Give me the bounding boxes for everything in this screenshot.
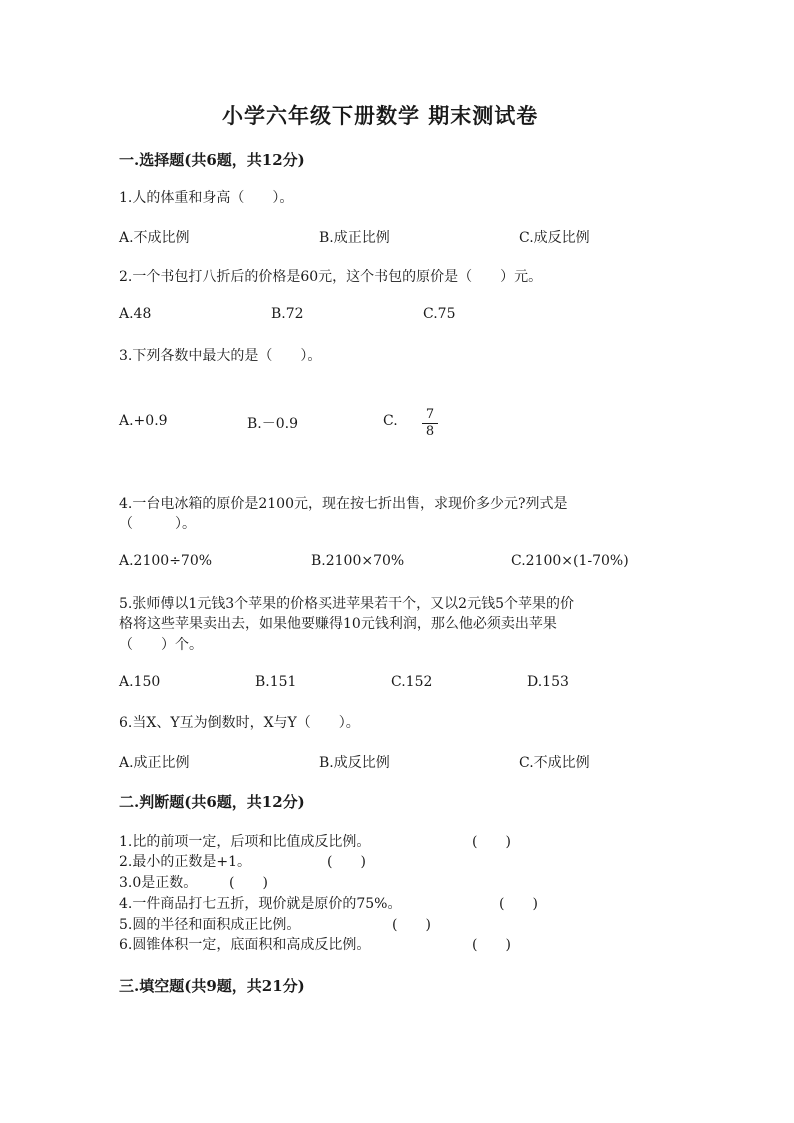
question-2-option-b: B.72 bbox=[271, 306, 304, 322]
tf-item-5-text: 5.圆的半径和面积成正比例。 bbox=[119, 917, 301, 933]
question-3-option-a: A.+0.9 bbox=[119, 413, 168, 429]
question-6-option-a: A.成正比例 bbox=[119, 755, 190, 771]
question-4-option-b: B.2100×70% bbox=[311, 553, 405, 569]
question-4-stem-line2: （ ）。 bbox=[119, 516, 196, 532]
question-5-option-c: C.152 bbox=[391, 674, 433, 690]
question-6-option-b: B.成反比例 bbox=[319, 755, 390, 771]
question-1-option-a: A.不成比例 bbox=[119, 230, 190, 246]
question-5-option-a: A.150 bbox=[119, 674, 161, 690]
tf-item-4-bracket: ( ) bbox=[499, 896, 538, 912]
question-1-option-b: B.成正比例 bbox=[319, 230, 390, 246]
question-5-stem-line3: （ ）个。 bbox=[119, 637, 203, 653]
question-3-stem: 3.下列各数中最大的是（ ）。 bbox=[119, 348, 322, 364]
section-heading-true-false: 二.判断题(共6题，共12分) bbox=[119, 793, 305, 811]
question-5-stem-line2: 格将这些苹果卖出去，如果他要赚得10元钱利润，那么他必须卖出苹果 bbox=[119, 616, 557, 632]
question-1-stem: 1.人的体重和身高（ ）。 bbox=[119, 190, 294, 206]
question-4-option-c: C.2100×(1-70%) bbox=[511, 553, 629, 569]
question-4-stem-line1: 4.一台电冰箱的原价是2100元，现在按七折出售，求现价多少元?列式是 bbox=[119, 496, 568, 512]
section-heading-choice: 一.选择题(共6题，共12分) bbox=[119, 151, 305, 169]
tf-item-1-text: 1.比的前项一定，后项和比值成反比例。 bbox=[119, 834, 371, 850]
tf-item-4-text: 4.一件商品打七五折，现价就是原价的75%。 bbox=[119, 896, 402, 912]
tf-item-6-text: 6.圆锥体积一定，底面积和高成反比例。 bbox=[119, 937, 371, 953]
question-2-option-a: A.48 bbox=[119, 306, 152, 322]
question-6-stem: 6.当X、Y互为倒数时，X与Y（ ）。 bbox=[119, 715, 360, 731]
tf-item-1-bracket: ( ) bbox=[472, 834, 511, 850]
tf-item-3-bracket: ( ) bbox=[229, 875, 268, 891]
tf-item-2-bracket: ( ) bbox=[327, 854, 366, 870]
fraction-numerator: 7 bbox=[425, 407, 435, 422]
question-6-option-c: C.不成比例 bbox=[519, 755, 590, 771]
question-3-option-b: B.－0.9 bbox=[247, 416, 299, 432]
question-5-option-b: B.151 bbox=[255, 674, 297, 690]
tf-item-3-text: 3.0是正数。 bbox=[119, 875, 198, 891]
question-5-option-d: D.153 bbox=[527, 674, 569, 690]
question-4-option-a: A.2100÷70% bbox=[119, 553, 213, 569]
tf-item-6-bracket: ( ) bbox=[472, 937, 511, 953]
question-5-stem-line1: 5.张师傅以1元钱3个苹果的价格买进苹果若干个，又以2元钱5个苹果的价 bbox=[119, 596, 574, 612]
question-3-fraction bbox=[422, 408, 438, 439]
question-3-option-c: C. bbox=[383, 413, 398, 429]
tf-item-5-bracket: ( ) bbox=[392, 917, 431, 933]
question-2-option-c: C.75 bbox=[423, 306, 456, 322]
fraction-denominator: 8 bbox=[425, 424, 435, 439]
question-1-option-c: C.成反比例 bbox=[519, 230, 590, 246]
page-title: 小学六年级下册数学 期末测试卷 bbox=[222, 103, 539, 128]
tf-item-2-text: 2.最小的正数是+1。 bbox=[119, 854, 251, 870]
question-2-stem: 2.一个书包打八折后的价格是60元，这个书包的原价是（ ）元。 bbox=[119, 269, 543, 285]
section-heading-fill-blank: 三.填空题(共9题，共21分) bbox=[119, 977, 305, 995]
